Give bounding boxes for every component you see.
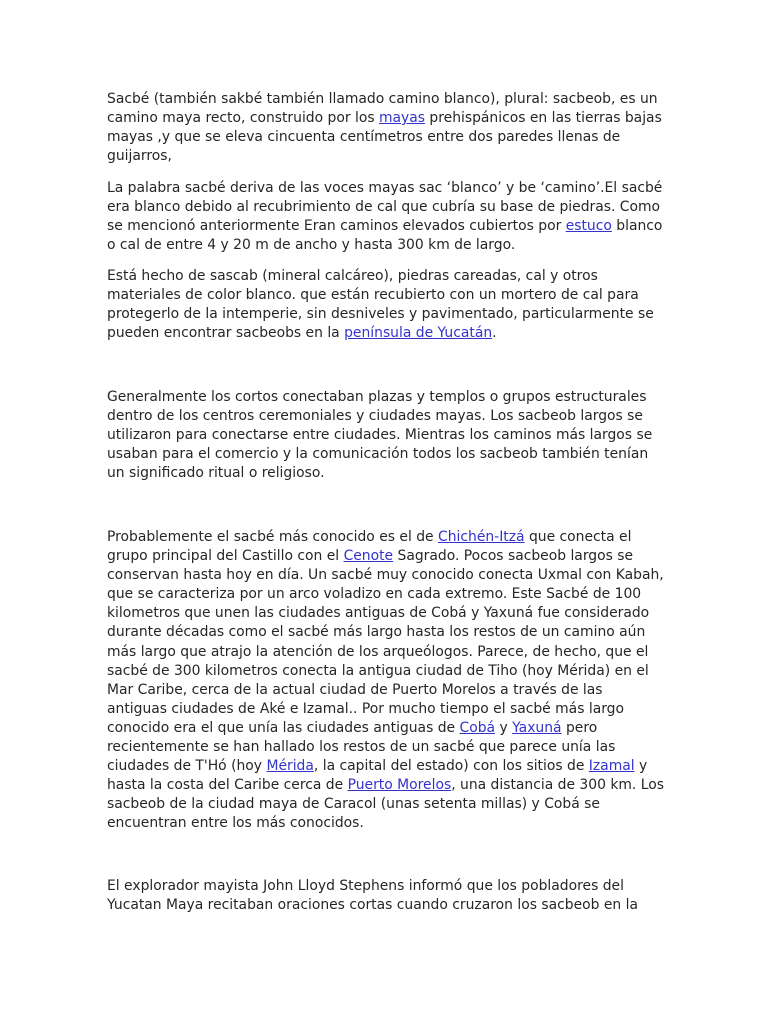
text-line xyxy=(107,681,667,700)
hyperlink[interactable]: estuco xyxy=(565,218,612,235)
text-run: o cal de entre 4 y 20 m de ancho y hasta 300 km de largo. xyxy=(107,237,516,254)
text-line xyxy=(107,877,667,896)
text-line xyxy=(107,776,667,795)
paragraph-known-sacbeob xyxy=(107,528,667,834)
paragraph-materials xyxy=(107,267,667,343)
text-run: pueden encontrar sacbeobs en la xyxy=(107,325,345,342)
text-run: . xyxy=(492,325,497,342)
text-run: El explorador mayista John Lloyd Stephens informó que los pobladores del xyxy=(107,878,624,894)
text-line xyxy=(107,286,667,305)
text-line xyxy=(107,662,667,681)
text-run: ciudades de T'Hó (hoy xyxy=(107,758,267,775)
text-line xyxy=(107,795,667,814)
text-run: , la capital del estado) con los sitios de xyxy=(313,758,589,775)
paragraph-etymology xyxy=(107,179,667,255)
text-line xyxy=(107,585,667,604)
text-run: Generalmente los cortos conectaban plazas y templos o grupos estructurales xyxy=(107,389,647,405)
hyperlink[interactable]: Yaxuná xyxy=(512,719,562,736)
paragraph-definition xyxy=(107,90,667,166)
text-line xyxy=(107,147,667,166)
text-run: dentro de los centros ceremoniales y ciudades mayas. Los sacbeob largos se xyxy=(107,408,643,425)
text-run: mayas ,y que se eleva cincuenta centímetros entre dos paredes llenas de xyxy=(107,129,621,146)
paragraph-stephens xyxy=(107,877,667,915)
text-run: Mar Caribe, cerca de la actual ciudad de Puerto Morelos a través de las xyxy=(107,681,603,698)
hyperlink[interactable]: Cenote xyxy=(343,548,394,565)
text-line xyxy=(107,388,667,407)
text-run: materiales de color blanco. que están recubierto con un mortero de cal para xyxy=(107,287,639,304)
hyperlink[interactable]: Cobá xyxy=(459,719,496,736)
hyperlink[interactable]: Puerto Morelos xyxy=(347,777,452,794)
text-line xyxy=(107,623,667,642)
text-run: que se caracteriza por un arco voladizo en cada extremo. Este Sacbé de 100 xyxy=(107,586,642,603)
hyperlink[interactable]: mayas xyxy=(379,110,426,127)
text-run: que conecta el xyxy=(524,529,632,545)
text-run: guijarros, xyxy=(107,148,172,165)
text-run: grupo principal del Castillo con el xyxy=(107,548,344,565)
text-run: recientemente se han hallado los restos de un sacbé que parece unía las xyxy=(107,739,616,756)
text-run: La palabra sacbé deriva de las voces mayas sac ‘blanco’ y be ‘camino’.El sacbé xyxy=(107,180,663,196)
text-line xyxy=(107,547,667,566)
text-run: un significado ritual o religioso. xyxy=(107,465,325,482)
text-line xyxy=(107,198,667,217)
text-run: encuentran entre los más conocidos. xyxy=(107,815,364,832)
text-line xyxy=(107,814,667,833)
text-run: , una distancia de 300 km. Los xyxy=(451,777,664,794)
hyperlink[interactable]: Chichén-Itzá xyxy=(438,529,525,545)
text-run: Está hecho de sascab (mineral calcáreo), piedras careadas, cal y otros xyxy=(107,268,598,284)
text-run: conocido era el que unía las ciudades antiguas de xyxy=(107,719,460,736)
text-run: blanco xyxy=(611,218,663,235)
text-line xyxy=(107,604,667,623)
text-line xyxy=(107,445,667,464)
hyperlink[interactable]: Mérida xyxy=(266,758,314,775)
text-run: protegerlo de la intemperie, sin desniveles y pavimentado, particularmente se xyxy=(107,306,654,323)
text-line xyxy=(107,305,667,324)
text-run: más largo que atrajo la atención de los arqueólogos. Parece, de hecho, que el xyxy=(107,643,649,660)
text-line xyxy=(107,738,667,757)
text-line xyxy=(107,757,667,776)
text-run: pero xyxy=(561,719,598,736)
text-run: era blanco debido al recubrimiento de cal que cubría su base de piedras. Como xyxy=(107,199,661,216)
text-line xyxy=(107,464,667,483)
text-run: camino maya recto, construido por los xyxy=(107,110,379,127)
hyperlink[interactable]: Izamal xyxy=(588,758,635,775)
text-run: Sagrado. Pocos sacbeob largos se xyxy=(393,548,634,565)
text-line xyxy=(107,700,667,719)
text-run: Probablemente el sacbé más conocido es el de xyxy=(107,529,439,545)
text-run: se mencionó anteriormente Eran caminos elevados cubiertos por xyxy=(107,218,566,235)
text-run: sacbeob de la ciudad maya de Caracol (unas setenta millas) y Cobá se xyxy=(107,796,600,813)
text-run: Sacbé (también sakbé también llamado camino blanco), plural: sacbeob, es un xyxy=(107,91,658,107)
text-line xyxy=(107,896,667,915)
text-run: y xyxy=(495,719,513,736)
hyperlink[interactable]: península de Yucatán xyxy=(344,325,493,342)
text-line xyxy=(107,236,667,255)
text-line xyxy=(107,528,667,547)
text-run: utilizaron para conectarse entre ciudades. Mientras los caminos más largos se xyxy=(107,427,653,444)
text-run: y xyxy=(634,758,648,775)
paragraph-usage xyxy=(107,388,667,483)
text-line xyxy=(107,719,667,738)
text-run: antiguas ciudades de Aké e Izamal.. Por mucho tiempo el sacbé más largo xyxy=(107,700,624,717)
text-run: kilometros que unen las ciudades antiguas de Cobá y Yaxuná fue considerado xyxy=(107,605,650,622)
text-run: durante décadas como el sacbé más largo hasta los restos de un camino aún xyxy=(107,624,646,641)
text-line xyxy=(107,324,667,343)
text-line xyxy=(107,566,667,585)
text-line xyxy=(107,128,667,147)
text-run: conservan hasta hoy en día. Un sacbé muy conocido conecta Uxmal con Kabah, xyxy=(107,567,664,584)
text-line xyxy=(107,217,667,236)
text-line xyxy=(107,179,667,198)
text-line xyxy=(107,90,667,109)
text-run: Yucatan Maya recitaban oraciones cortas cuando cruzaron los sacbeob en la xyxy=(107,897,638,914)
text-line xyxy=(107,407,667,426)
text-run: prehispánicos en las tierras bajas xyxy=(425,110,662,127)
text-line xyxy=(107,109,667,128)
text-run: usaban para el comercio y la comunicación todos los sacbeob también tenían xyxy=(107,446,649,463)
text-line xyxy=(107,426,667,445)
text-line xyxy=(107,267,667,286)
text-run: sacbé de 300 kilometros conecta la antigua ciudad de Tiho (hoy Mérida) en el xyxy=(107,662,649,679)
text-run: hasta la costa del Caribe cerca de xyxy=(107,777,348,794)
text-line xyxy=(107,643,667,662)
